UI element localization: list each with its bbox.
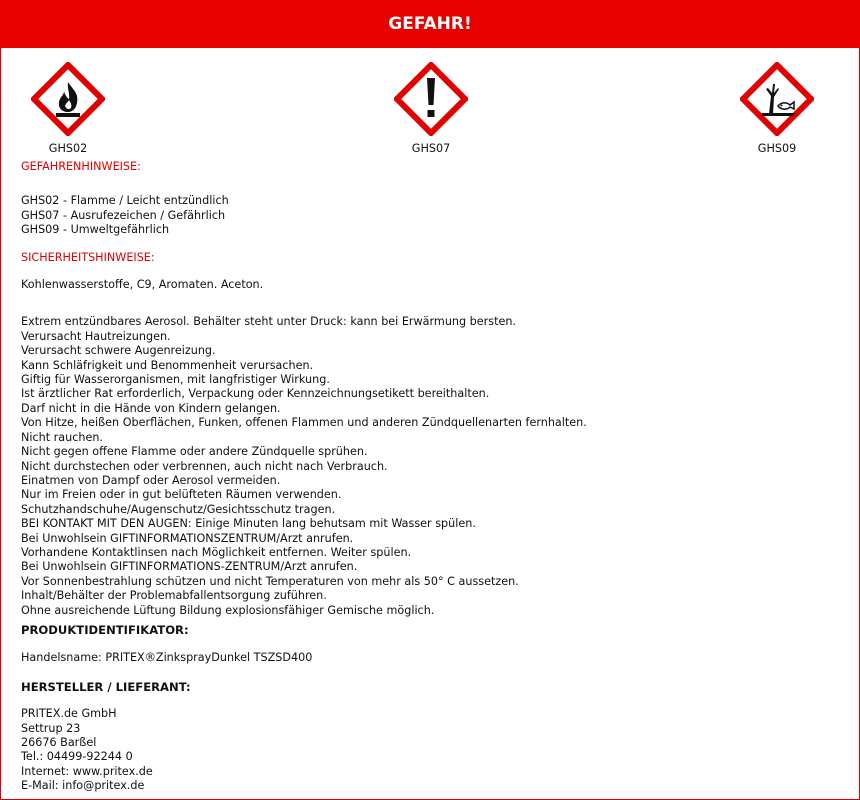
manufacturer-line: Internet: www.pritex.de <box>21 764 153 778</box>
pictogram-ghs07 <box>386 62 476 155</box>
tradename: Handelsname: PRITEX®ZinksprayDunkel TSZSD400 <box>21 651 313 665</box>
pictogram-ghs09 <box>732 62 822 155</box>
product-heading: PRODUKTIDENTIFIKATOR: <box>21 622 189 637</box>
safety-statement: Vorhandene Kontaktlinsen nach Möglichkeit entfernen. Weiter spülen. <box>21 545 412 559</box>
safety-statement: Schutzhandschuhe/Augenschutz/Gesichtsschutz tragen. <box>21 502 336 516</box>
hazard-item: GHS02 - Flamme / Leicht entzündlich <box>21 194 229 208</box>
danger-banner <box>0 0 860 48</box>
safety-statement: Einatmen von Dampf oder Aerosol vermeiden. <box>21 473 281 487</box>
manufacturer-line: E-Mail: info@pritex.de <box>21 779 145 793</box>
safety-statements <box>21 315 841 618</box>
safety-statement: Nicht gegen offene Flamme oder andere Zündquelle sprühen. <box>21 445 368 459</box>
manufacturer-heading: HERSTELLER / LIEFERANT: <box>21 679 191 694</box>
safety-heading: SICHERHEITSHINWEISE: <box>21 250 155 264</box>
flame-icon <box>31 62 105 136</box>
safety-statement: Extrem entzündbares Aerosol. Behälter steht unter Druck: kann bei Erwärmung bersten. <box>21 315 516 329</box>
safety-statement: Darf nicht in die Hände von Kindern gelangen. <box>21 401 281 415</box>
safety-statement: Nicht rauchen. <box>21 430 103 444</box>
ingredients: Kohlenwasserstoffe, C9, Aromaten. Aceton. <box>21 278 264 292</box>
hazards-heading: GEFAHRENHINWEISE: <box>21 160 141 173</box>
pictogram-code: GHS07 <box>411 142 451 155</box>
pictogram-code: GHS02 <box>48 142 88 155</box>
safety-statement: Inhalt/Behälter der Problemabfallentsorgung zuführen. <box>21 589 327 603</box>
safety-statement: Ist ärztlicher Rat erforderlich, Verpackung oder Kennzeichnungsetikett bereithalten. <box>21 387 490 401</box>
hazard-item: GHS07 - Ausrufezeichen / Gefährlich <box>21 208 226 222</box>
pictogram-code: GHS09 <box>757 142 797 155</box>
safety-statement: Ohne ausreichende Lüftung Bildung explosionsfähiger Gemische möglich. <box>21 603 435 617</box>
signal-word: GEFAHR! <box>388 14 472 34</box>
environment-icon <box>740 62 814 136</box>
safety-statement: Giftig für Wasserorganismen, mit langfristiger Wirkung. <box>21 373 330 387</box>
safety-statement: Vor Sonnenbestrahlung schützen und nicht Temperaturen von mehr als 50° C aussetzen. <box>21 574 519 588</box>
manufacturer-line: PRITEX.de GmbH <box>21 707 117 721</box>
manufacturer-line: Settrup 23 <box>21 721 81 735</box>
hazard-item: GHS09 - Umweltgefährlich <box>21 223 170 237</box>
safety-statement: BEI KONTAKT MIT DEN AUGEN: Einige Minuten lang behutsam mit Wasser spülen. <box>21 517 476 531</box>
manufacturer-address <box>21 707 841 793</box>
exclamation-icon <box>394 62 468 136</box>
manufacturer-line: Tel.: 04499-92244 0 <box>21 750 133 764</box>
manufacturer-line: 26676 Barßel <box>21 736 97 749</box>
safety-statement: Nur im Freien oder in gut belüfteten Räumen verwenden. <box>21 488 342 502</box>
safety-statement: Von Hitze, heißen Oberflächen, Funken, offenen Flammen und anderen Zündquellenarten fernhalten. <box>21 416 587 430</box>
safety-statement: Kann Schläfrigkeit und Benommenheit verursachen. <box>21 358 314 372</box>
pictogram-ghs02 <box>23 62 113 155</box>
safety-statement: Bei Unwohlsein GIFTINFORMATIONSZENTRUM/Arzt anrufen. <box>21 531 354 545</box>
safety-statement: Bei Unwohlsein GIFTINFORMATIONS-ZENTRUM/Arzt anrufen. <box>21 560 358 574</box>
safety-statement: Nicht durchstechen oder verbrennen, auch nicht nach Verbrauch. <box>21 459 388 473</box>
label-content <box>21 160 841 794</box>
safety-statement: Verursacht Hautreizungen. <box>21 329 171 343</box>
safety-statement: Verursacht schwere Augenreizung. <box>21 344 216 358</box>
